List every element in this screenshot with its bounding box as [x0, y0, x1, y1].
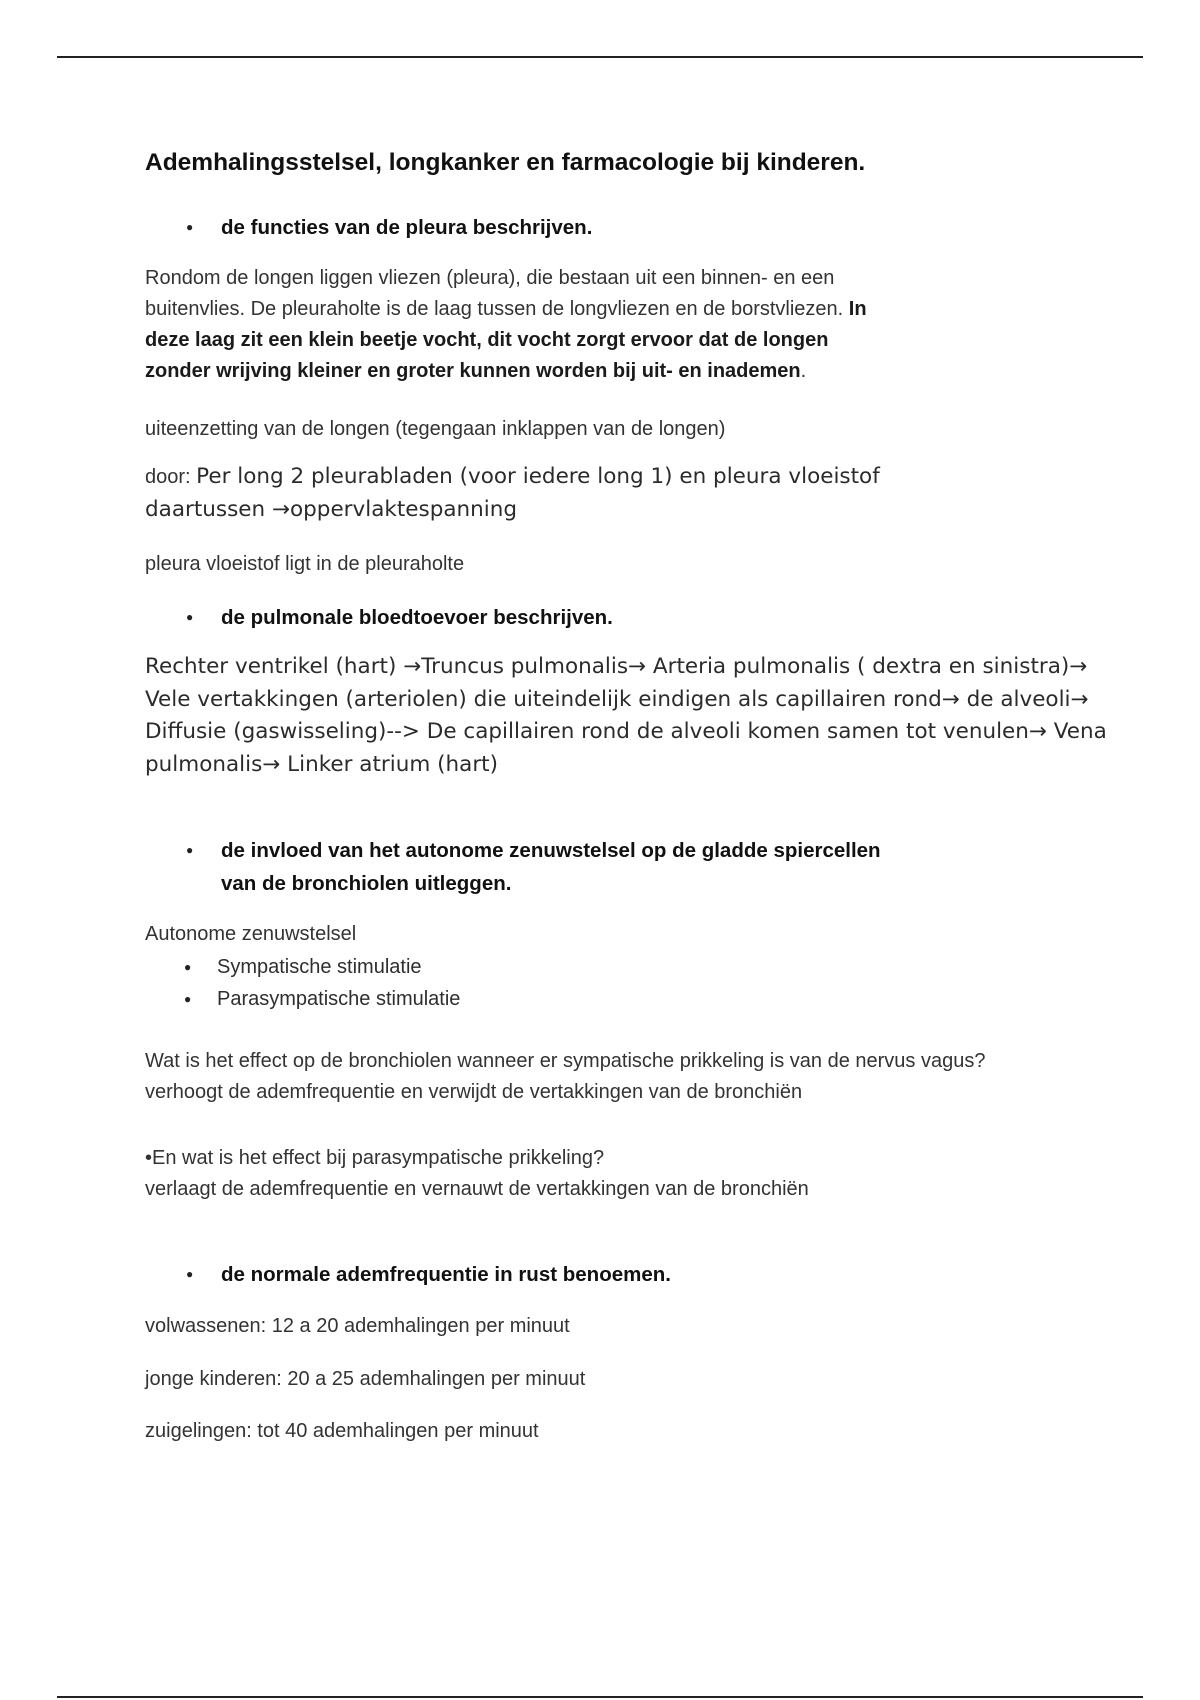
rate-volwassenen: volwassenen: 12 a 20 ademhalingen per minuut — [145, 1315, 570, 1337]
list-item-sympatisch: ● Sympatische stimulatie — [217, 951, 422, 983]
pleura-vloeistof-note: pleura vloeistof ligt in de pleuraholte — [145, 553, 465, 575]
bloedtoevoer-line: Diffusie (gaswisseling)--> De capillairen rond de alveoli komen samen tot venulen→ Vena — [145, 719, 1107, 744]
zenuwstelsel-label: Autonome zenuwstelsel — [145, 923, 357, 945]
header-rule — [57, 56, 1143, 58]
rate-jonge-kinderen: jonge kinderen: 20 a 25 ademhalingen per minuut — [145, 1368, 586, 1390]
bloedtoevoer-line: Rechter ventrikel (hart) →Truncus pulmonalis→ Arteria pulmonalis ( dextra en sinistra)→ — [145, 654, 1088, 679]
parasympatisch-qa — [145, 1143, 809, 1205]
bloedtoevoer-paragraph — [145, 651, 1200, 781]
question-parasympatisch: •En wat is het effect bij parasympatische prikkeling? — [145, 1147, 605, 1169]
pleura-door-paragraph — [145, 461, 880, 526]
rate-zuigelingen: zuigelingen: tot 40 ademhalingen per minuut — [145, 1420, 539, 1442]
answer-parasympatisch: verlaagt de ademfrequentie en vernauwt de vertakkingen van de bronchiën — [145, 1178, 809, 1200]
footer-rule — [57, 1696, 1143, 1698]
page-title: Ademhalingsstelsel, longkanker en farmacologie bij kinderen. — [145, 149, 866, 176]
answer-sympatisch: verhoogt de ademfrequentie en verwijdt de vertakkingen van de bronchiën — [145, 1081, 803, 1103]
bloedtoevoer-line: pulmonalis→ Linker atrium (hart) — [145, 751, 498, 777]
door-line-2: daartussen →oppervlaktespanning — [145, 496, 518, 522]
pleura-line-1: Rondom de longen liggen vliezen (pleura), die bestaan uit een binnen- en een — [145, 267, 835, 289]
pleura-paragraph — [145, 263, 867, 387]
list-item-parasympatisch: ● Parasympatische stimulatie — [217, 983, 460, 1015]
section-heading-ademfrequentie: ● de normale ademfrequentie in rust benoemen. — [221, 1258, 671, 1291]
section-heading-bloedtoevoer: ● de pulmonale bloedtoevoer beschrijven. — [221, 601, 613, 634]
bloedtoevoer-line: Vele vertakkingen (arteriolen) die uiteindelijk eindigen als capillairen rond→ de alveoli→ — [145, 686, 1089, 712]
sympatisch-qa — [145, 1046, 985, 1108]
pleura-line-2: buitenvlies. De pleuraholte is de laag tussen de longvliezen en de borstvliezen. In — [145, 298, 867, 320]
section-heading-zenuwstelsel: ● de invloed van het autonome zenuwstelsel op de gladde spiercellen van de bronchiolen uitleggen. — [221, 834, 881, 900]
pleura-uiteenzetting: uiteenzetting van de longen (tegengaan inklappen van de longen) — [145, 418, 726, 440]
pleura-line-4: zonder wrijving kleiner en groter kunnen worden bij uit- en inademen. — [145, 360, 807, 382]
door-line-1: door: Per long 2 pleurabladen (voor iedere long 1) en pleura vloeistof — [145, 464, 880, 489]
pleura-line-3: deze laag zit een klein beetje vocht, dit vocht zorgt ervoor dat de longen — [145, 329, 829, 351]
question-sympatisch: Wat is het effect op de bronchiolen wanneer er sympatische prikkeling is van de nervus vagus? — [145, 1050, 986, 1072]
section-heading-pleura: ● de functies van de pleura beschrijven. — [221, 211, 592, 244]
